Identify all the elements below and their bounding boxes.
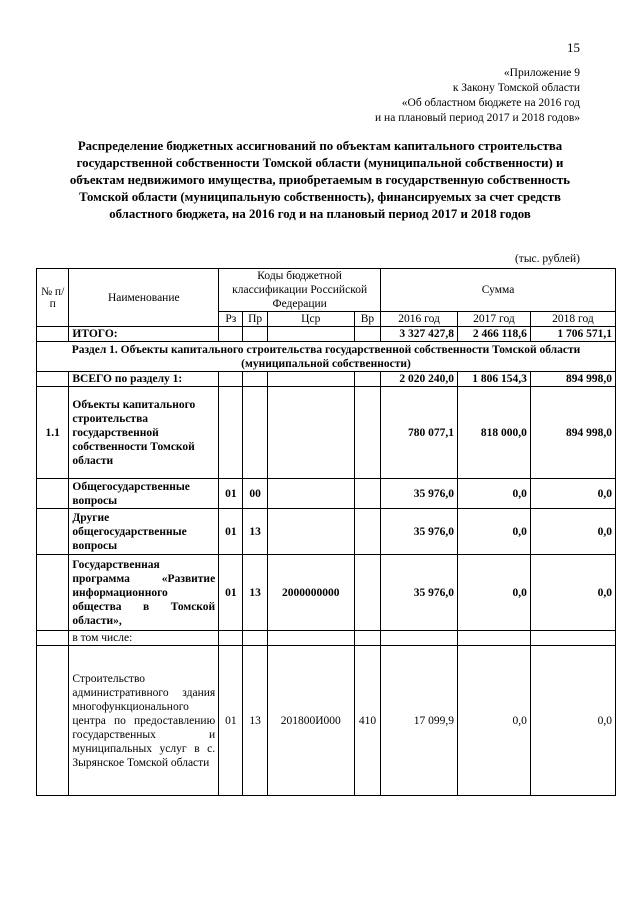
row-2016: 17 099,9 (381, 646, 458, 796)
row-2017: 0,0 (458, 479, 531, 509)
row-2018: 0,0 (530, 509, 615, 555)
row-2016: 780 077,1 (381, 387, 458, 479)
row-num: 1.1 (37, 387, 69, 479)
annex-line-4: и на плановый период 2017 и 2018 годов» (375, 112, 580, 124)
row-rz: 01 (219, 479, 243, 509)
row-pr (243, 631, 267, 646)
row-num (37, 479, 69, 509)
row-2016: 35 976,0 (381, 509, 458, 555)
row-pr: 13 (243, 555, 267, 631)
row-vr (354, 555, 380, 631)
row-pr: 00 (243, 479, 267, 509)
row-2016: 35 976,0 (381, 555, 458, 631)
row-num (37, 646, 69, 796)
row-vr (354, 631, 380, 646)
row-name: Объекты капитального строительства государственной собственности Томской области (69, 387, 219, 479)
row-vr (354, 387, 380, 479)
row-num (37, 509, 69, 555)
row-pr: 13 (243, 509, 267, 555)
table-row (37, 555, 616, 631)
row-2018 (530, 631, 615, 646)
total-2017: 2 466 118,6 (458, 327, 531, 342)
row-2016 (381, 631, 458, 646)
header-codes: Коды бюджетной классификации Российской Федерации (219, 269, 381, 312)
row-2018: 894 998,0 (530, 387, 615, 479)
row-rz (219, 631, 243, 646)
row-2017: 0,0 (458, 646, 531, 796)
total-row (37, 327, 616, 342)
header-row-1 (37, 269, 616, 312)
header-name: Наименование (69, 269, 219, 327)
row-2017: 0,0 (458, 555, 531, 631)
total-2016: 3 327 427,8 (381, 327, 458, 342)
units-label: (тыс. рублей) (514, 253, 580, 265)
table-row (37, 479, 616, 509)
table-row (37, 509, 616, 555)
document-title: Распределение бюджетных ассигнований по объектам капитального строительства государственной собственности Томской области (муниципальной собственности) и объектам недвижимого имущества, приобретаемым в государственную собственность Томской области (муниципальную собственность), финансируемых за счет средств областного бюджета, на 2016 год и на плановый период 2017 и 2018 годов (69, 139, 571, 221)
row-vr (354, 509, 380, 555)
section-total-2018: 894 998,0 (530, 372, 615, 387)
row-vr: 410 (354, 646, 380, 796)
annex-line-3: «Об областном бюджете на 2016 год (401, 97, 580, 109)
row-pr: 13 (243, 646, 267, 796)
header-sum: Сумма (381, 269, 616, 312)
page-number: 15 (567, 40, 580, 55)
row-2016: 35 976,0 (381, 479, 458, 509)
row-csr (267, 387, 354, 479)
total-2018: 1 706 571,1 (530, 327, 615, 342)
budget-table (36, 268, 616, 796)
header-csr: Цср (267, 312, 354, 327)
section-heading: Раздел 1. Объекты капитального строительства государственной собственности Томской области (муниципальной собственности) (37, 342, 616, 372)
row-2018: 0,0 (530, 555, 615, 631)
section-total-2017: 1 806 154,3 (458, 372, 531, 387)
header-2017: 2017 год (458, 312, 531, 327)
row-csr: 2000000000 (267, 555, 354, 631)
header-2018: 2018 год (530, 312, 615, 327)
row-rz (219, 387, 243, 479)
table-row (37, 646, 616, 796)
table-row (37, 631, 616, 646)
section-total-2016: 2 020 240,0 (381, 372, 458, 387)
row-name: в том числе: (69, 631, 219, 646)
row-csr (267, 631, 354, 646)
header-num: № п/п (37, 269, 69, 327)
annex-line-1: «Приложение 9 (503, 67, 580, 79)
section-total-label: ВСЕГО по разделу 1: (69, 372, 219, 387)
row-2017: 818 000,0 (458, 387, 531, 479)
row-2017 (458, 631, 531, 646)
row-name: Общегосударственные вопросы (69, 479, 219, 509)
row-rz: 01 (219, 555, 243, 631)
header-2016: 2016 год (381, 312, 458, 327)
total-label: ИТОГО: (69, 327, 219, 342)
row-2018: 0,0 (530, 479, 615, 509)
table-row (37, 387, 616, 479)
header-pr: Пр (243, 312, 267, 327)
section-heading-row (37, 342, 616, 372)
section-total-row (37, 372, 616, 387)
row-csr (267, 509, 354, 555)
header-rz: Рз (219, 312, 243, 327)
row-csr (267, 479, 354, 509)
row-pr (243, 387, 267, 479)
row-rz: 01 (219, 646, 243, 796)
row-2017: 0,0 (458, 509, 531, 555)
row-num (37, 631, 69, 646)
row-vr (354, 479, 380, 509)
header-vr: Вр (354, 312, 380, 327)
row-csr: 201800И000 (267, 646, 354, 796)
row-2018: 0,0 (530, 646, 615, 796)
annex-header (375, 66, 580, 126)
annex-line-2: к Закону Томской области (452, 82, 580, 94)
row-rz: 01 (219, 509, 243, 555)
row-num (37, 555, 69, 631)
row-name: Государственная программа «Развитие информационного общества в Томской области», (69, 555, 219, 631)
row-name: Строительство административного здания многофункционального центра по предоставлению государственных и муниципальных услуг в с. Зырянское Томской области (69, 646, 219, 796)
row-name: Другие общегосударственные вопросы (69, 509, 219, 555)
